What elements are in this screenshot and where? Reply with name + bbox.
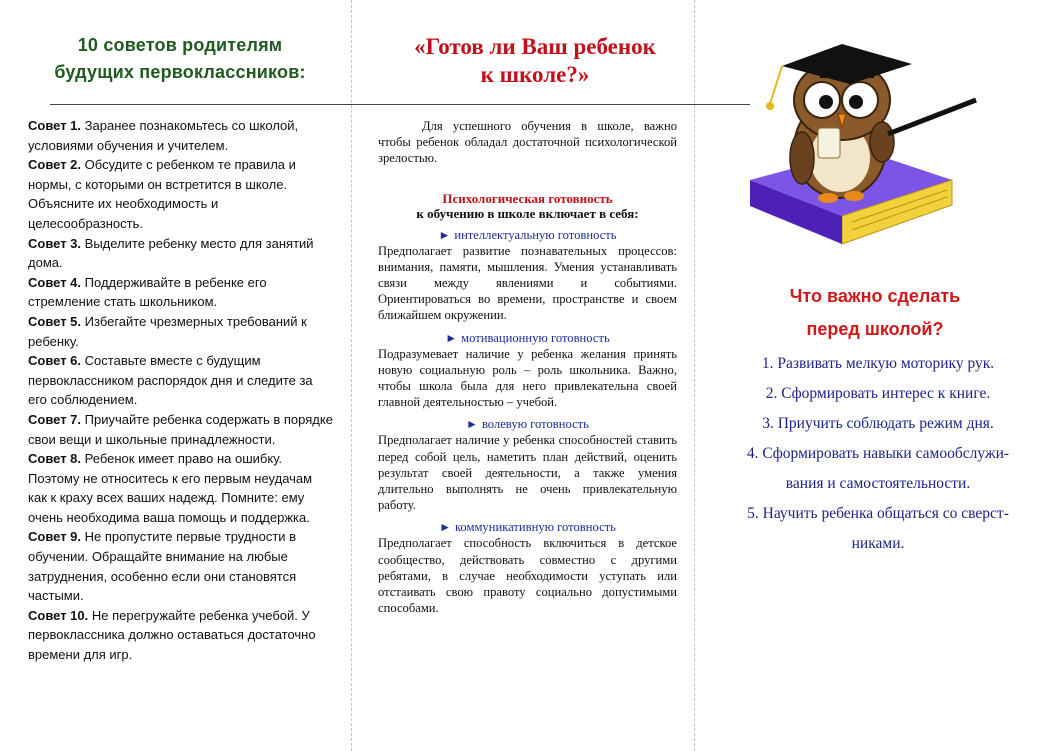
- tip-item: Совет 7. Приучайте ребенка содержать в порядке свои вещи и школьные принадлежности.: [28, 411, 333, 447]
- tip-item: Совет 2. Обсудите с ребенком те правила и нормы, с которыми он встретится в школе. Объясните их необходимость и целесообразность.: [28, 157, 296, 231]
- section-heading: ► интеллектуальную готовность: [438, 227, 617, 242]
- list-item: 2. Сформировать интерес к книге.: [765, 385, 991, 402]
- list-item: 5. Научить ребенка общаться со сверст-: [747, 505, 1009, 522]
- tips-list: [28, 116, 334, 665]
- section-text: Предполагает способность включиться в детское сообщество, действовать совместно с другими ребятами, в случае необходимости уступать или отстаивать свою правоту социально допустимыми способами.: [378, 536, 677, 616]
- tip-item: Совет 3. Выделите ребенку место для занятий дома.: [28, 235, 314, 271]
- section-heading: ► коммуникативную готовность: [439, 520, 616, 535]
- tips-title: 10 советов родителям будущих первоклассников:: [54, 35, 306, 82]
- fold-line-right: [694, 0, 695, 751]
- intro-paragraph: Для успешного обучения в школе, важно чтобы ребенок обладал достаточной психологической зрелостью.: [378, 119, 677, 166]
- before-school-title: Что важно сделать перед школой?: [789, 286, 961, 339]
- list-item: никами.: [851, 535, 905, 552]
- triangle-bullet-icon: ►: [438, 227, 451, 242]
- tip-item: Совет 8. Ребенок имеет право на ошибку. Поэтому не относитесь к его первым неудачам как к краху всех ваших надежд. Помните: ему очень необходима ваша помощь и поддержка.: [28, 451, 313, 525]
- tip-item: Совет 6. Составьте вместе с будущим первоклассником распорядок дня и следите за его соблюдением.: [28, 353, 313, 408]
- readiness-body: [378, 118, 677, 616]
- list-item: 4. Сформировать навыки самообслужи-: [746, 445, 1010, 462]
- owl-on-book-illustration: [742, 30, 992, 254]
- fold-line-left: [351, 0, 352, 751]
- triangle-bullet-icon: ►: [439, 520, 451, 535]
- before-school-list: [718, 349, 1038, 559]
- list-item: вания и самостоятельности.: [785, 475, 971, 492]
- tip-item: Совет 5. Избегайте чрезмерных требований к ребенку.: [28, 313, 307, 349]
- readiness-subtitle: Психологическая готовность: [442, 190, 613, 206]
- section-text: Предполагает развитие познавательных процессов: внимания, памяти, мышления. Умения устанавливать связи между явлениями и событиями. Ориентироваться во времени, пространстве и своем ближайшем окружении.: [378, 243, 677, 323]
- readiness-title: «Готов ли Ваш ребенок к школе?»: [414, 34, 656, 87]
- horizontal-rule: [50, 104, 750, 105]
- tip-item: Совет 9. Не пропустите первые трудности в обучении. Обращайте внимание на любые затруднения, особенно если они становятся частыми.: [28, 529, 297, 604]
- tip-item: Совет 10. Не перегружайте ребенка учебой. У первоклассника должно оставаться достаточно времени для игр.: [28, 607, 316, 663]
- section-heading: ► волевую готовность: [466, 417, 589, 432]
- section-text: Подразумевает наличие у ребенка желания принять новую социальную роль – роль школьника. Важно, чтобы школа была для него привлекательна своей главной деятельностью – учебой.: [378, 346, 677, 410]
- readiness-subtitle-2: к обучению в школе включает в себя:: [416, 205, 639, 221]
- list-item: 3. Приучить соблюдать режим дня.: [762, 415, 994, 432]
- tip-item: Совет 4. Поддерживайте в ребенке его стремление стать школьником.: [28, 274, 267, 310]
- list-item: 1. Развивать мелкую моторику рук.: [761, 355, 995, 372]
- triangle-bullet-icon: ►: [466, 417, 478, 432]
- triangle-bullet-icon: ►: [445, 330, 458, 345]
- tip-item: Совет 1. Заранее познакомьтесь со школой, условиями обучения и учителем.: [28, 118, 299, 153]
- section-heading: ► мотивационную готовность: [445, 330, 610, 345]
- section-text: Предполагает наличие у ребенка способностей ставить перед собой цель, наметить план действий, оценить результат своей деятельности, а также умения длительно выполнять не очень привлекательную работу.: [378, 433, 677, 513]
